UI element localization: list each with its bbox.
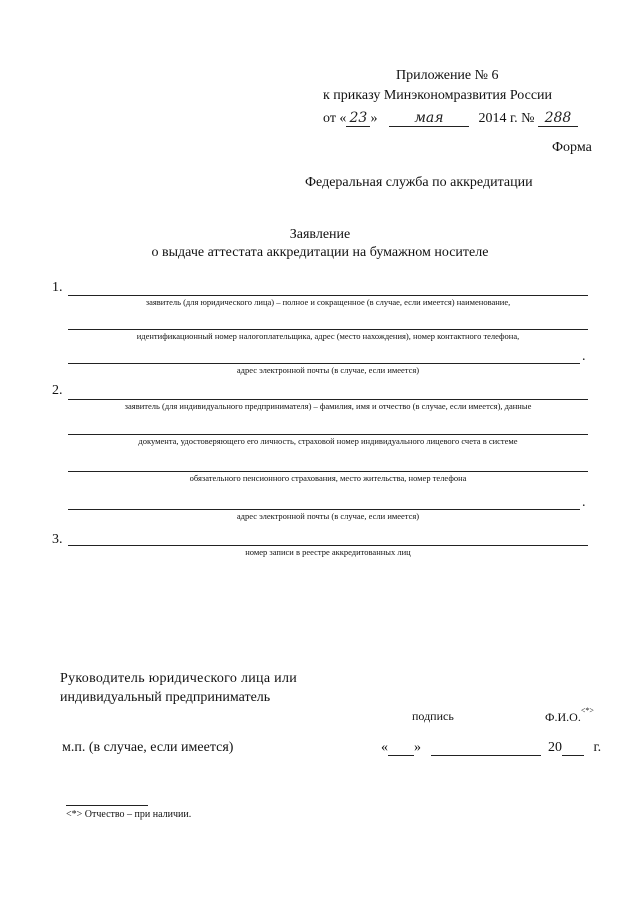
order-day: 23: [346, 110, 370, 127]
fio-footnote-ref: <*>: [580, 706, 594, 715]
document-title: Заявление: [289, 227, 351, 242]
footnote-divider: [66, 805, 148, 806]
fio-label: [545, 706, 594, 725]
agency-name: Федеральная служба по аккредитации: [305, 175, 533, 190]
form-label: Форма: [552, 140, 592, 155]
section-2-hint-2: документа, удостоверяющего его личность, страховой номер индивидуального лицевого счета в системе: [138, 436, 518, 446]
signer-title-line-1: Руководитель юридического лица или: [60, 671, 298, 686]
section-1-field-line[interactable]: [68, 295, 588, 296]
order-year: 2014 г. №: [478, 111, 535, 126]
section-1-hint-1: заявитель (для юридического лица) – полное и сокращенное (в случае, если имеется) наименование,: [145, 297, 511, 307]
sign-date-close: »: [414, 740, 421, 755]
section-2-field-line-3[interactable]: [68, 471, 588, 472]
sign-year-field[interactable]: [562, 742, 584, 756]
section-2-number: 2.: [52, 383, 63, 398]
order-reference: к приказу Минэкономразвития России: [323, 88, 553, 103]
appendix-label: Приложение № 6: [396, 68, 499, 83]
sign-day-field[interactable]: [388, 742, 414, 756]
sign-date-open: «: [381, 740, 388, 755]
section-1-field-line-2[interactable]: [68, 329, 588, 330]
order-date-line: [323, 110, 578, 127]
section-1-field-line-3[interactable]: [68, 363, 580, 364]
sign-date-line: [381, 740, 601, 756]
signature-label: подпись: [412, 709, 454, 723]
date-quote-close: »: [370, 111, 378, 126]
section-2-hint-3: обязательного пенсионного страхования, место жительства, номер телефона: [189, 473, 467, 483]
section-1-number: 1.: [52, 280, 63, 295]
section-3-hint-1: номер записи в реестре аккредитованных лиц: [245, 547, 411, 557]
order-month: мая: [389, 110, 469, 127]
sign-year-suffix: г.: [593, 740, 602, 755]
section-2-field-line-2[interactable]: [68, 434, 588, 435]
signer-title-line-2: индивидуальный предприниматель: [60, 690, 271, 705]
seal-label: м.п. (в случае, если имеется): [62, 740, 234, 755]
date-prefix: от «: [323, 111, 347, 126]
section-2-hint-4: адрес электронной почты (в случае, если имеется): [236, 511, 420, 521]
sign-month-field[interactable]: [431, 742, 541, 756]
section-1-end-mark: .: [582, 349, 586, 364]
footnote-text: <*> Отчество – при наличии.: [66, 809, 192, 820]
section-2-field-line-4[interactable]: [68, 509, 580, 510]
section-3-number: 3.: [52, 532, 63, 547]
fio-label-text: Ф.И.О.: [545, 710, 581, 724]
section-1-hint-3: адрес электронной почты (в случае, если имеется): [236, 365, 420, 375]
sign-year-prefix: 20: [548, 740, 562, 755]
section-2-field-line[interactable]: [68, 399, 588, 400]
section-2-hint-1: заявитель (для индивидуального предпринимателя) – фамилия, имя и отчество (в случае, если имеется), данные: [124, 401, 532, 411]
document-subtitle: о выдаче аттестата аккредитации на бумажном носителе: [151, 245, 489, 260]
section-2-end-mark: .: [582, 495, 586, 510]
section-1-hint-2: идентификационный номер налогоплательщика, адрес (место нахождения), номер контактного телефона,: [136, 331, 520, 341]
section-3-field-line[interactable]: [68, 545, 588, 546]
order-number: 288: [538, 110, 578, 127]
